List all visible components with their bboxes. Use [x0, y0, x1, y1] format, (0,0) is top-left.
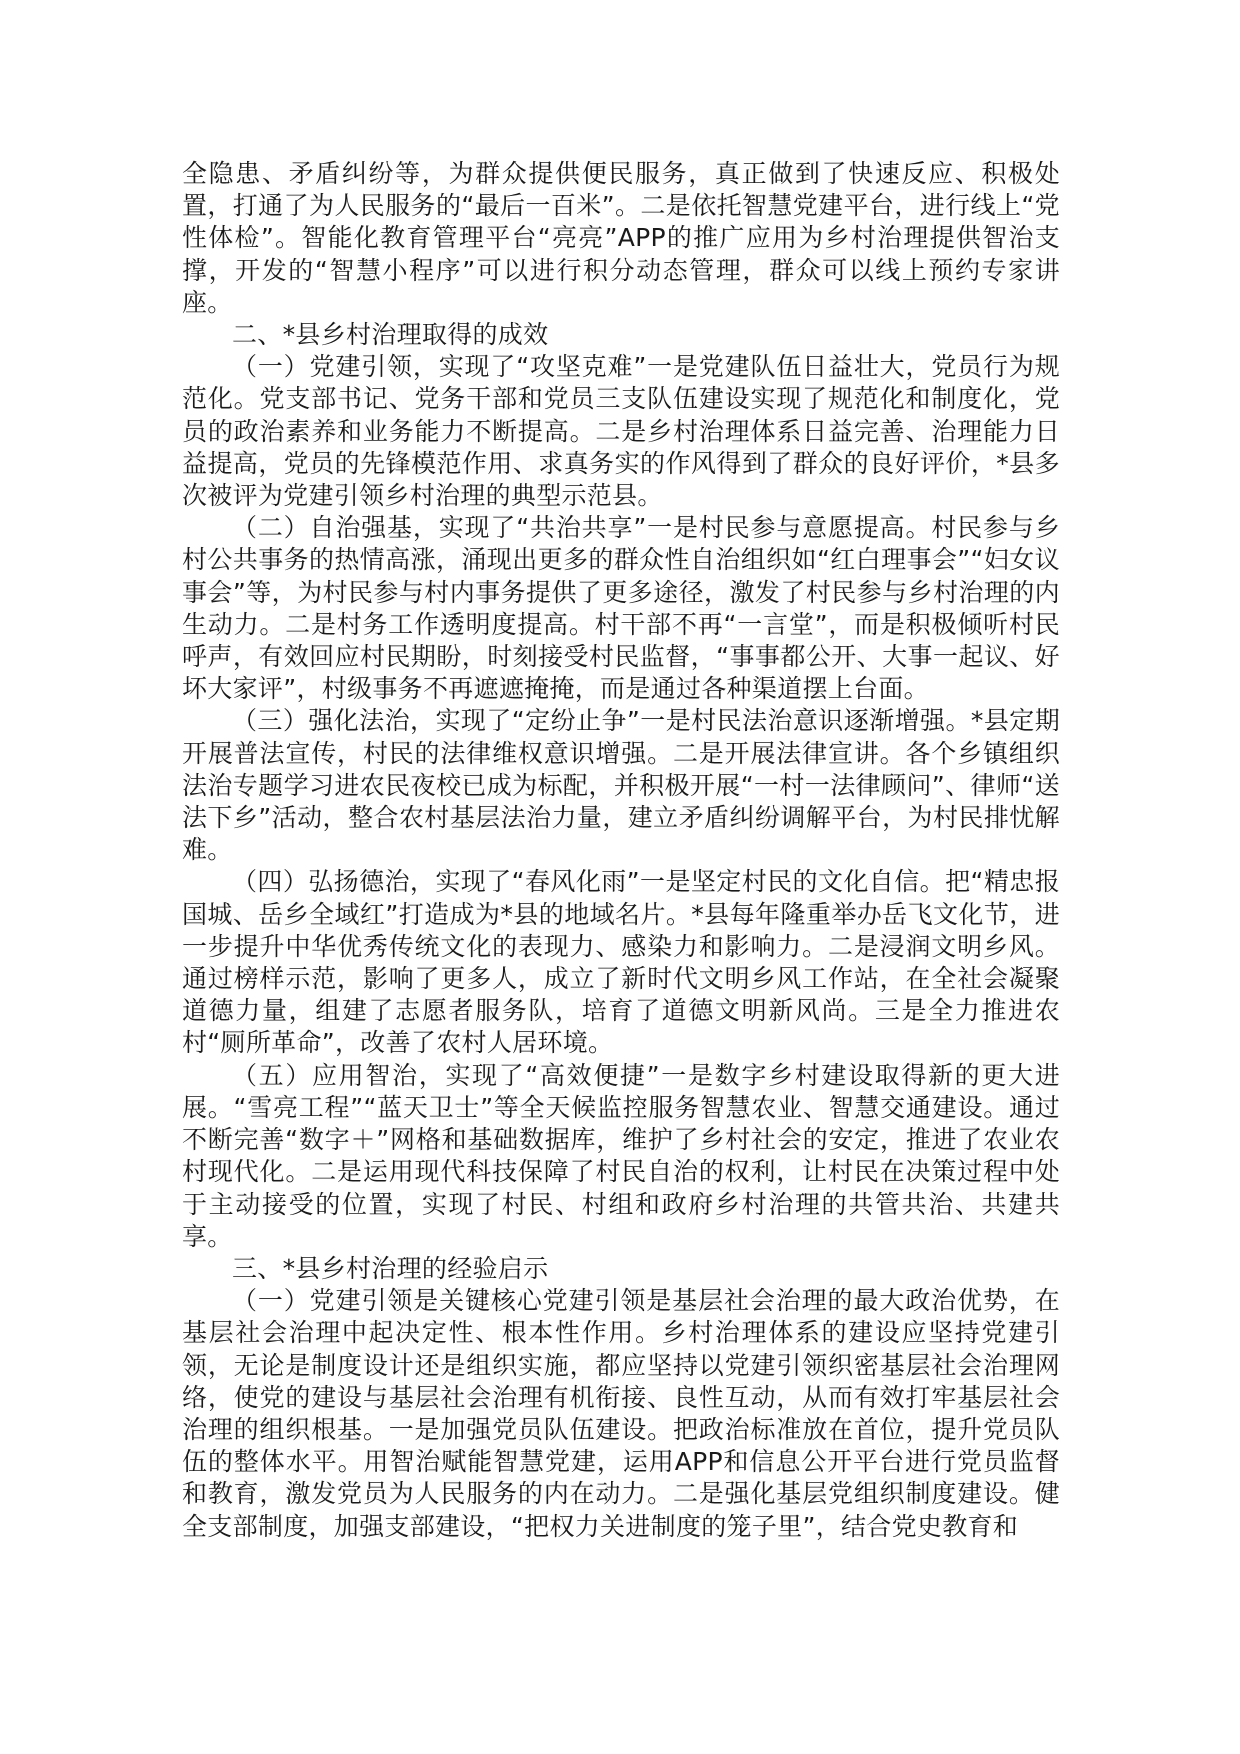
paragraph-party-core: （一）党建引领是关键核心党建引领是基层社会治理的最大政治优势，在基层社会治理中起决定性、根本性作用。乡村治理体系的建设应坚持党建引领，无论是制度设计还是组织实施，都应坚持以党建引领织密基层社会治理网络，使党的建设与基层社会治理有机衔接、良性互动，从而有效打牢基层社会治理的组织根基。一是加强党员队伍建设。把政治标准放在首位，提升党员队伍的整体水平。用智治赋能智慧党建，运用APP和信息公开平台进行党员监督和教育，激发党员为人民服务的内在动力。二是强化基层党组织制度建设。健全支部制度，加强支部建设，“把权力关进制度的笼子里”，结合党史教育和	[182, 1286, 1060, 1541]
paragraph-self-governance: （二）自治强基，实现了“共治共享”一是村民参与意愿提高。村民参与乡村公共事务的热情高涨，涌现出更多的群众性自治组织如“红白理事会”“妇女议事会”等，为村民参与村内事务提供了更多途径，激发了村民参与乡村治理的内生动力。二是村务工作透明度提高。村干部不再“一言堂”，而是积极倾听村民呼声，有效回应村民期盼，时刻接受村民监督，“事事都公开、大事一起议、好坏大家评”，村级事务不再遮遮掩掩，而是通过各种渠道摆上台面。	[182, 513, 1060, 704]
paragraph-party-leadership: （一）党建引领，实现了“攻坚克难”一是党建队伍日益壮大，党员行为规范化。党支部书记、党务干部和党员三支队伍建设实现了规范化和制度化，党员的政治素养和业务能力不断提高。二是乡村治理体系日益完善、治理能力日益提高，党员的先锋模范作用、求真务实的作风得到了群众的良好评价，*县多次被评为党建引领乡村治理的典型示范县。	[182, 352, 1060, 511]
section-heading-2: 二、*县乡村治理取得的成效	[232, 320, 549, 350]
paragraph-smart-governance: （五）应用智治，实现了“高效便捷”一是数字乡村建设取得新的更大进展。“雪亮工程”“蓝天卫士”等全天候监控服务智慧农业、智慧交通建设。通过不断完善“数字＋”网格和基础数据库，维护了乡村社会的安定，推进了农业农村现代化。二是运用现代科技保障了村民自治的权利，让村民在决策过程中处于主动接受的位置，实现了村民、村组和政府乡村治理的共管共治、共建共享。	[182, 1060, 1060, 1251]
paragraph-rule-of-law: （三）强化法治，实现了“定纷止争”一是村民法治意识逐渐增强。*县定期开展普法宣传，村民的法律维权意识增强。二是开展法律宣讲。各个乡镇组织法治专题学习进农民夜校已成为标配，并积极开展“一村一法律顾问”、律师“送法下乡”活动，整合农村基层法治力量，建立矛盾纠纷调解平台，为村民排忧解难。	[182, 706, 1060, 865]
paragraph-rule-of-virtue: （四）弘扬德治，实现了“春风化雨”一是坚定村民的文化自信。把“精忠报国城、岳乡全域红”打造成为*县的地域名片。*县每年隆重举办岳飞文化节，进一步提升中华优秀传统文化的表现力、感染力和影响力。二是浸润文明乡风。通过榜样示范，影响了更多人，成立了新时代文明乡风工作站，在全社会凝聚道德力量，组建了志愿者服务队，培育了道德文明新风尚。三是全力推进农村“厕所革命”，改善了农村人居环境。	[182, 867, 1060, 1058]
paragraph-continuation: 全隐患、矛盾纠纷等，为群众提供便民服务，真正做到了快速反应、积极处置，打通了为人民服务的“最后一百米”。二是依托智慧党建平台，进行线上“党性体检”。智能化教育管理平台“亮亮”APP的推广应用为乡村治理提供智治支撑，开发的“智慧小程序”可以进行积分动态管理，群众可以线上预约专家讲座。	[182, 159, 1060, 317]
section-heading-3: 三、*县乡村治理的经验启示	[232, 1253, 549, 1283]
document-page	[182, 158, 1060, 1543]
